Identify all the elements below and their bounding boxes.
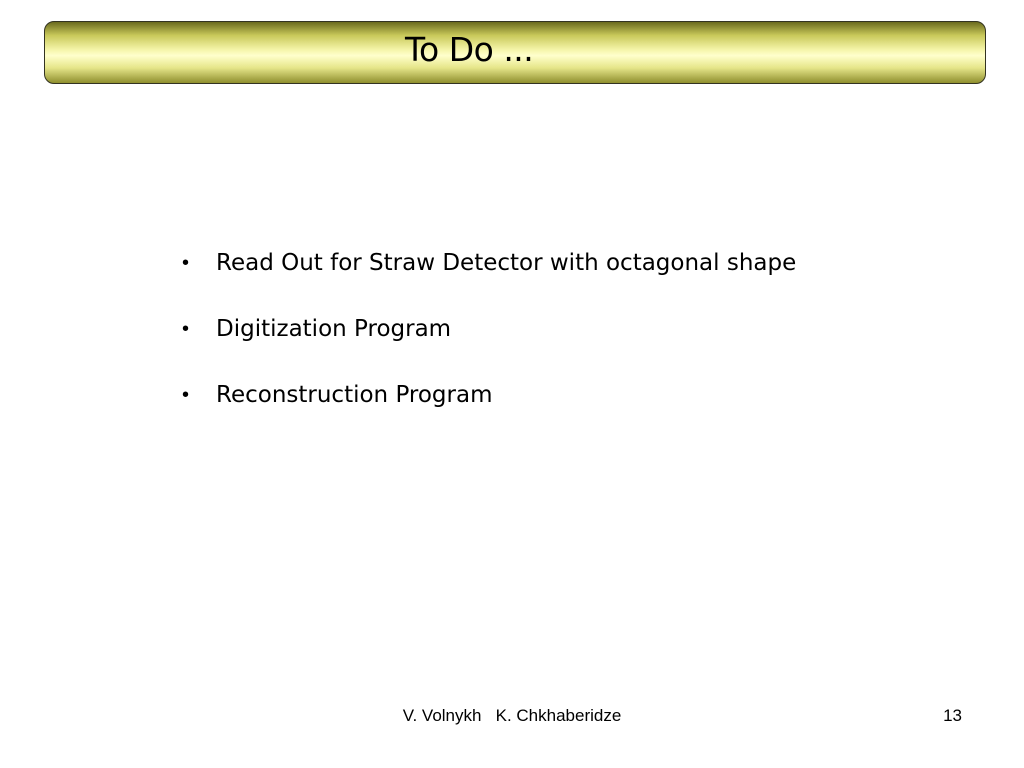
bullet-icon: • [182,318,190,340]
slide-title: To Do ... [405,30,534,69]
bullet-list [180,250,840,448]
bullet-text: Read Out for Straw Detector with octagonal shape [216,250,797,276]
page-number: 13 [943,706,962,725]
bullet-item [180,250,840,276]
footer-author: V. Volnykh K. Chkhaberidze [402,706,622,725]
bullet-text: Reconstruction Program [216,382,493,408]
bullet-text: Digitization Program [216,316,452,342]
bullet-icon: • [182,252,190,274]
bullet-item [180,382,840,408]
bullet-icon: • [182,384,190,406]
title-bar [44,21,986,84]
bullet-item [180,316,840,342]
